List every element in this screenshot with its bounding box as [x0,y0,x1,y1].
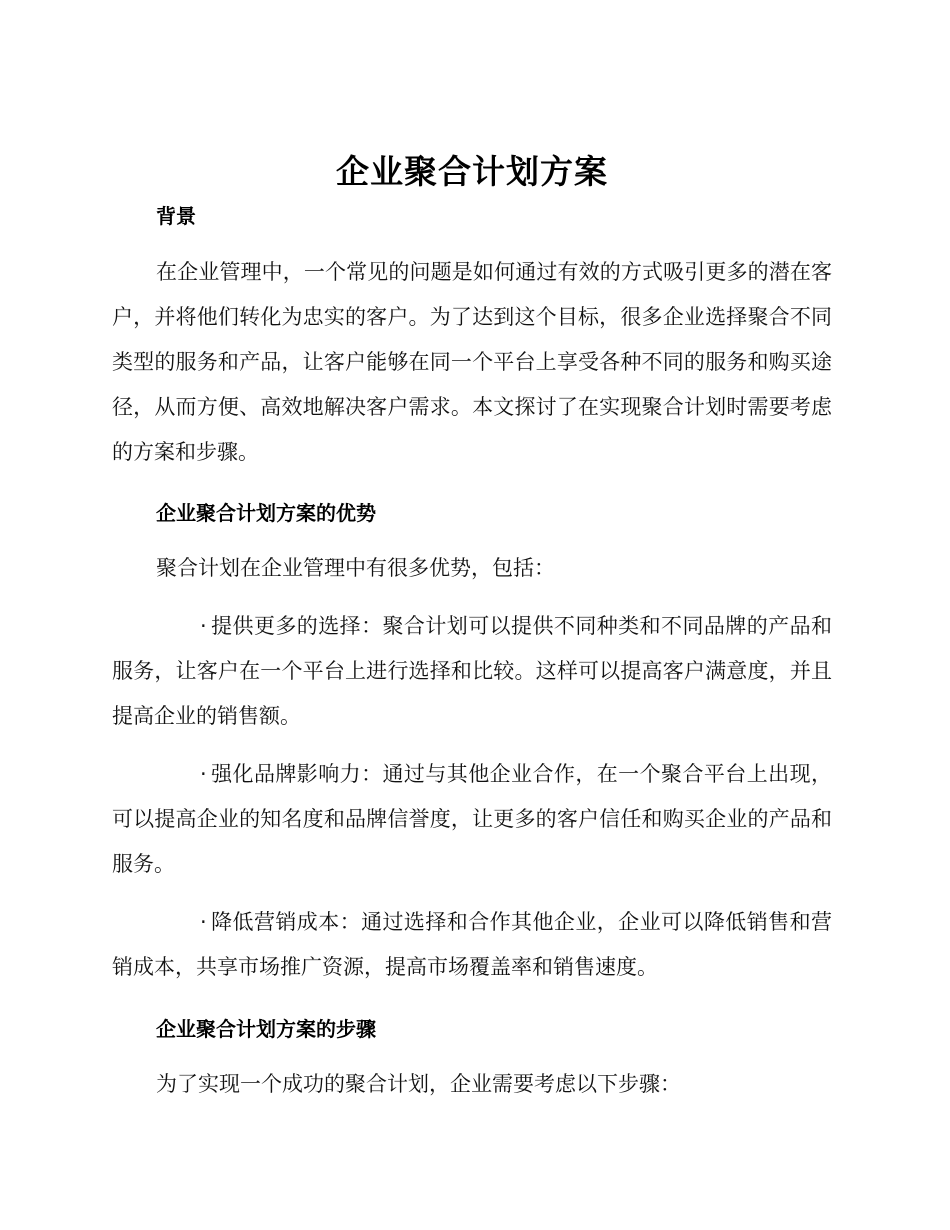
section-heading-steps: 企业聚合计划方案的步骤 [156,1017,376,1041]
advantage-item-text: 降低营销成本：通过选择和合作其他企业，企业可以降低销售和营销成本，共享市场推广资源，提高市场覆盖率和销售速度。 [112,910,832,979]
advantage-list-item [112,752,832,887]
page-title: 企业聚合计划方案 [336,152,608,191]
advantages-intro-paragraph: 聚合计划在企业管理中有很多优势，包括： [156,556,555,580]
advantage-list-item [112,900,832,990]
advantage-item-text: 强化品牌影响力：通过与其他企业合作，在一个聚合平台上出现，可以提高企业的知名度和品牌信誉度，让更多的客户信任和购买企业的产品和服务。 [112,762,832,876]
advantage-item-text: 提供更多的选择：聚合计划可以提供不同种类和不同品牌的产品和服务，让客户在一个平台上进行选择和比较。这样可以提高客户满意度，并且提高企业的销售额。 [112,614,832,728]
bullet-dot-icon: · [200,614,207,638]
section-heading-background: 背景 [156,204,196,228]
advantage-list-item [112,604,832,739]
section-heading-advantages: 企业聚合计划方案的优势 [156,501,376,525]
steps-intro-paragraph: 为了实现一个成功的聚合计划，企业需要考虑以下步骤： [156,1072,681,1096]
background-paragraph: 在企业管理中，一个常见的问题是如何通过有效的方式吸引更多的潜在客户，并将他们转化为忠实的客户。为了达到这个目标，很多企业选择聚合不同类型的服务和产品，让客户能够在同一个平台上享受各种不同的服务和购买途径，从而方便、高效地解决客户需求。本文探讨了在实现聚合计划时需要考虑的方案和步骤。 [112,260,832,464]
bullet-dot-icon: · [200,910,207,934]
bullet-dot-icon: · [200,762,207,786]
